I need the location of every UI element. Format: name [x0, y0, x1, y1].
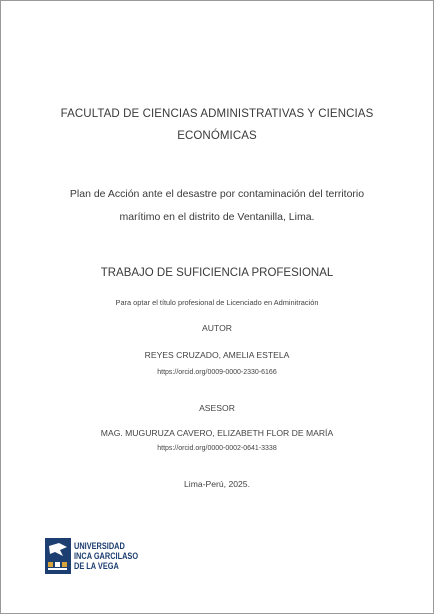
thesis-title-line-2: marítimo en el distrito de Ventanilla, Lima. [119, 211, 315, 223]
author-heading: AUTOR [202, 323, 232, 333]
degree-purpose: Para optar el título profesional de Licenciado en Adminitración [115, 298, 319, 307]
author-orcid: https://orcid.org/0009-0000-2330-6166 [157, 369, 277, 376]
advisor-orcid: https://orcid.org/0000-0002-0641-3338 [157, 445, 277, 452]
faculty-line-1: FACULTAD DE CIENCIAS ADMINISTRATIVAS Y CIENCIAS [60, 108, 374, 120]
author-name: REYES CRUZADO, AMELIA ESTELA [144, 350, 290, 360]
advisor-name: MAG. MUGURUZA CAVERO, ELIZABETH FLOR DE MARÍA [100, 428, 334, 438]
university-emblem-icon [45, 538, 71, 574]
work-type: TRABAJO DE SUFICIENCIA PROFESIONAL [100, 267, 334, 279]
university-logo [45, 538, 145, 576]
university-name [74, 541, 138, 571]
place-date: Lima-Perú, 2025. [184, 479, 250, 489]
university-name-line-2: INCA GARCILASO [74, 551, 139, 561]
university-name-line-1: UNIVERSIDAD [74, 541, 125, 551]
advisor-heading: ASESOR [199, 403, 235, 413]
faculty-line-2: ECONÓMICAS [177, 130, 257, 142]
university-name-line-3: DE LA VEGA [74, 561, 119, 571]
thesis-title-line-1: Plan de Acción ante el desastre por contaminación del territorio [69, 188, 365, 200]
